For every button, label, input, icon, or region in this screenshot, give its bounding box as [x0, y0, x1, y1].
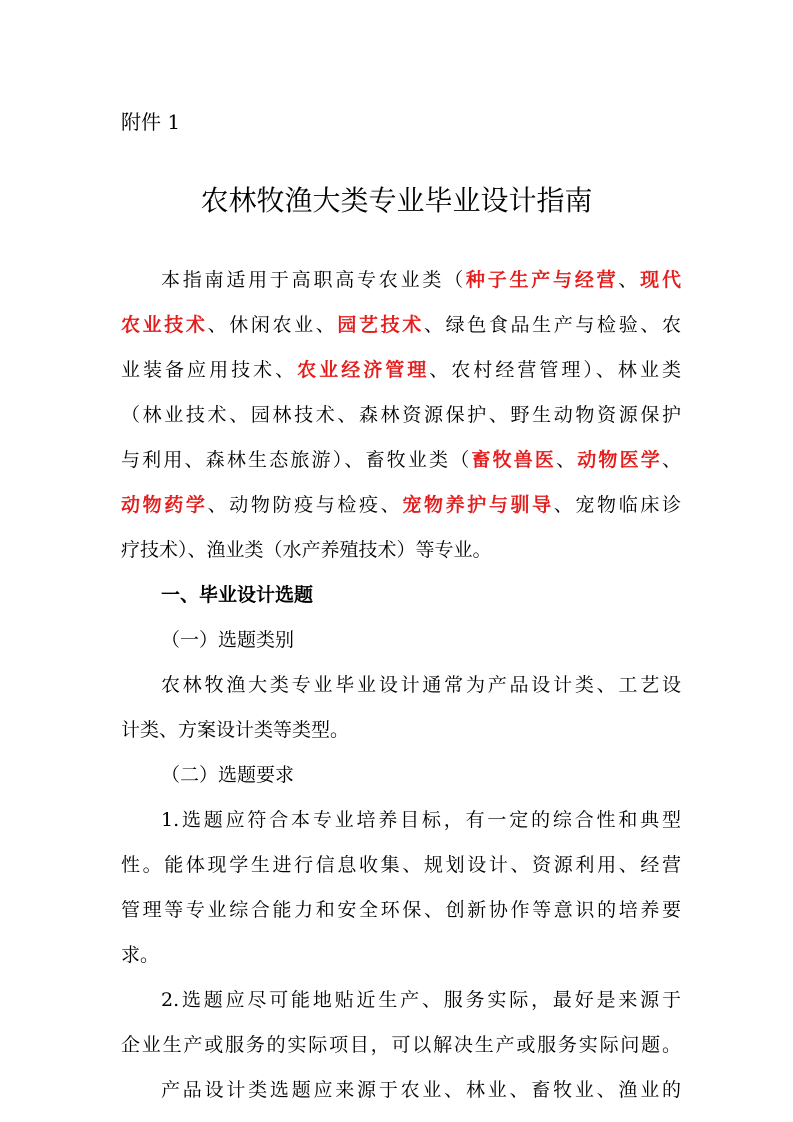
- paragraph-line: 求。: [121, 944, 160, 966]
- paragraph-line: 管理等专业综合能力和安全环保、创新协作等意识的培养要: [121, 899, 681, 921]
- highlight-major: 宠物养护与驯导: [402, 494, 554, 516]
- intro-line-7: 疗技术）、渔业类（水产养殖技术）等专业。: [121, 539, 492, 561]
- highlight-major: 动物药学: [121, 494, 208, 516]
- paragraph-line: 企业生产或服务的实际项目，可以解决生产或服务实际问题。: [121, 1034, 681, 1056]
- paragraph-line: 2.选题应尽可能地贴近生产、服务实际，最好是来源于: [161, 989, 681, 1011]
- paragraph-line: 1.选题应符合本专业培养目标，有一定的综合性和典型: [161, 809, 681, 831]
- paragraph-line: 性。能体现学生进行信息收集、规划设计、资源利用、经营: [121, 854, 681, 876]
- highlight-major: 畜牧兽医: [471, 449, 557, 471]
- paragraph-line: 农林牧渔大类专业毕业设计通常为产品设计类、工艺设: [161, 674, 681, 696]
- section-heading-1: 一、毕业设计选题: [161, 584, 314, 606]
- paragraph-line: 产品设计类选题应来源于农业、林业、畜牧业、渔业的: [161, 1079, 681, 1101]
- intro-line-4: （林业技术、园林技术、森林资源保护、野生动物资源保护: [121, 404, 681, 426]
- highlight-major: 园艺技术: [337, 314, 424, 336]
- intro-line-1: 本指南适用于高职高专农业类（种子生产与经营、现代: [161, 269, 681, 291]
- page-title: 农林牧渔大类专业毕业设计指南: [200, 184, 593, 217]
- highlight-major: 动物医学: [577, 449, 662, 471]
- highlight-major: 现代: [640, 269, 681, 291]
- intro-line-6: 动物药学、动物防疫与检疫、宠物养护与驯导、宠物临床诊: [121, 494, 681, 516]
- attachment-label: 附件 1: [121, 110, 181, 134]
- highlight-major: 农业经济管理: [297, 359, 430, 381]
- subsection-heading-2: （二）选题要求: [161, 764, 295, 786]
- intro-line-5: 与利用、森林生态旅游）、畜牧业类（畜牧兽医、动物医学、: [121, 449, 681, 471]
- intro-line-3: 业装备应用技术、农业经济管理、农村经营管理）、林业类: [121, 359, 681, 381]
- paragraph-line: 计类、方案设计类等类型。: [121, 719, 350, 741]
- highlight-major: 种子生产与经营: [465, 269, 619, 291]
- subsection-heading-1: （一）选题类别: [161, 629, 295, 651]
- intro-line-2: 农业技术、休闲农业、园艺技术、绿色食品生产与检验、农: [121, 314, 681, 336]
- highlight-major: 农业技术: [121, 314, 208, 336]
